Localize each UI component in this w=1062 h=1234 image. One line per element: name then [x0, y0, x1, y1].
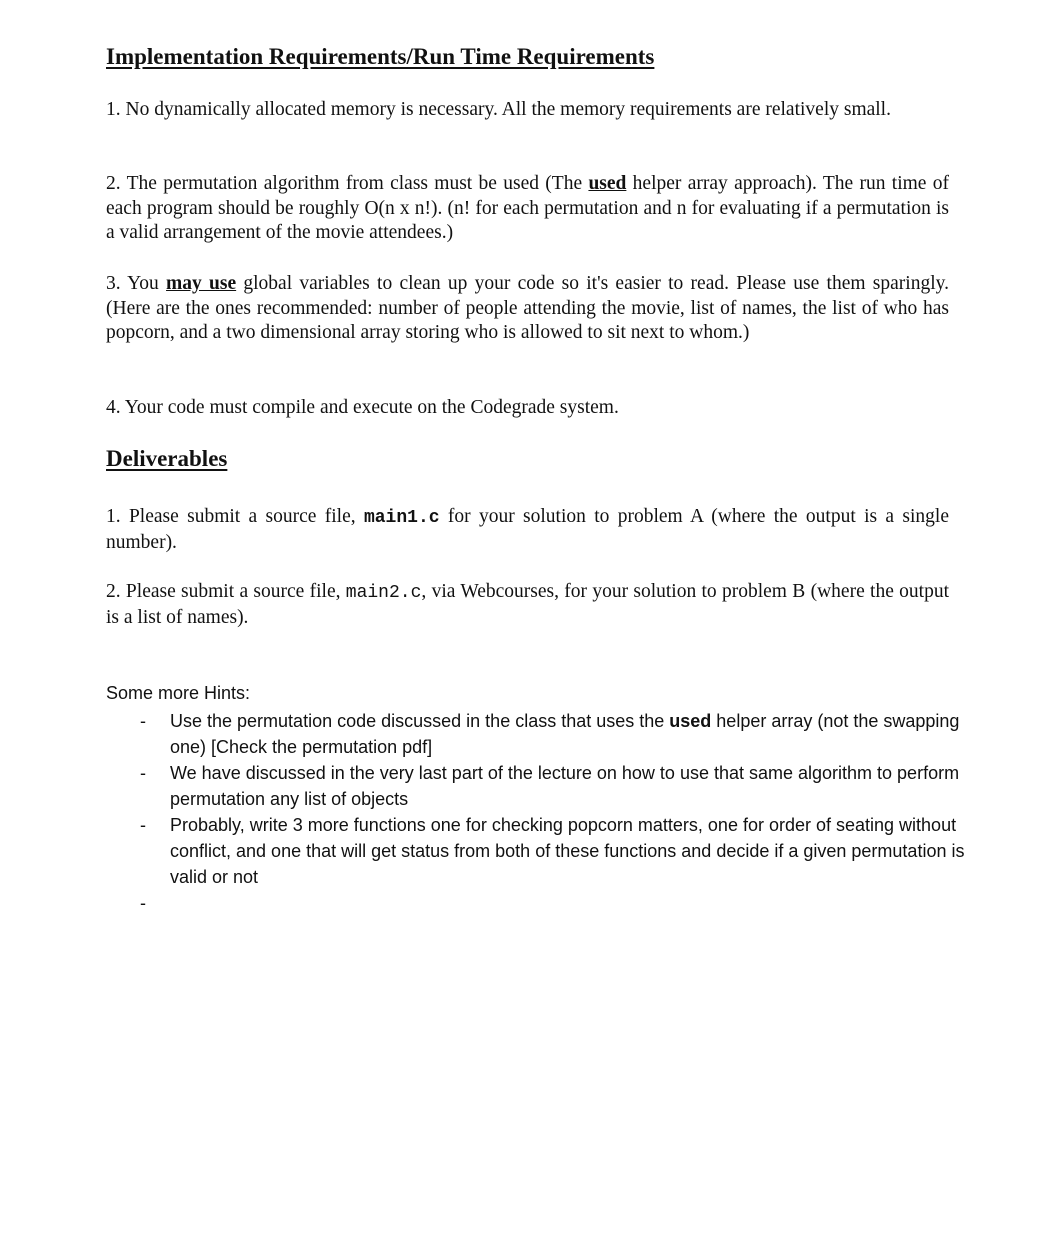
hint-item-3 — [106, 812, 966, 890]
requirement-2-emphasis: used — [588, 173, 627, 194]
deliverable-1-text-a: 1. Please submit a source file, — [106, 506, 364, 527]
deliverable-2-text-b: , via Webcourses, for your solution to problem B (where the output is a list of names). — [106, 581, 949, 628]
hint-item-2 — [106, 760, 966, 812]
requirement-2-text-b: helper array approach). The run time of each program should be roughly O(n x n!). (n! for each permutation and n for evaluating if a permutation is a valid arrangement of the movie attendees.) — [106, 173, 949, 243]
hint-item-empty — [106, 890, 966, 916]
requirement-3-emphasis: may use — [166, 273, 237, 294]
deliverable-1-text-b: for your solution to problem A (where the output is a single number). — [106, 506, 949, 553]
deliverable-1 — [106, 505, 949, 555]
hint-3-text: Probably, write 3 more functions one for checking popcorn matters, one for order of seating without conflict, and one that will get status from both of these functions and decide if a given permutation is valid or not — [170, 815, 965, 887]
requirement-2 — [106, 172, 949, 246]
hint-1-text-a: Use the permutation code discussed in the class that uses the — [170, 711, 670, 731]
hint-item-1 — [106, 708, 966, 760]
requirement-3-text-a: 3. You — [106, 273, 167, 294]
deliverables-heading: Deliverables — [106, 446, 228, 471]
hint-1-text-b: helper array (not the swapping one) [Check the permutation pdf] — [170, 711, 960, 757]
deliverable-2-filename: main2.c — [345, 583, 422, 603]
deliverable-2-text-a: 2. Please submit a source file, — [106, 581, 346, 602]
requirement-2-text-a: 2. The permutation algorithm from class must be used (The — [106, 173, 589, 194]
bullet-dash: - — [140, 893, 146, 913]
implementation-requirements-heading: Implementation Requirements/Run Time Requirements — [106, 44, 655, 69]
requirement-1: 1. No dynamically allocated memory is necessary. All the memory requirements are relatively small. — [106, 99, 891, 120]
requirement-4: 4. Your code must compile and execute on the Codegrade system. — [106, 397, 619, 418]
hints-list — [106, 708, 966, 916]
bullet-dash: - — [140, 815, 146, 835]
bullet-dash: - — [140, 763, 146, 783]
bullet-dash: - — [140, 711, 146, 731]
hint-1-emphasis: used — [669, 711, 712, 731]
requirement-3-text-b: global variables to clean up your code so it's easier to read. Please use them sparingly. (Here are the ones recommended: number of people attending the movie, list of names, the list of who has popcorn, and a two dimensional array storing who is allowed to sit next to whom.) — [106, 273, 949, 343]
hint-2-text: We have discussed in the very last part of the lecture on how to use that same algorithm to perform permutation any list of objects — [170, 763, 960, 809]
deliverable-1-filename: main1.c — [363, 508, 440, 528]
hints-title: Some more Hints: — [106, 683, 251, 703]
deliverable-2 — [106, 580, 949, 630]
requirement-3 — [106, 272, 949, 346]
